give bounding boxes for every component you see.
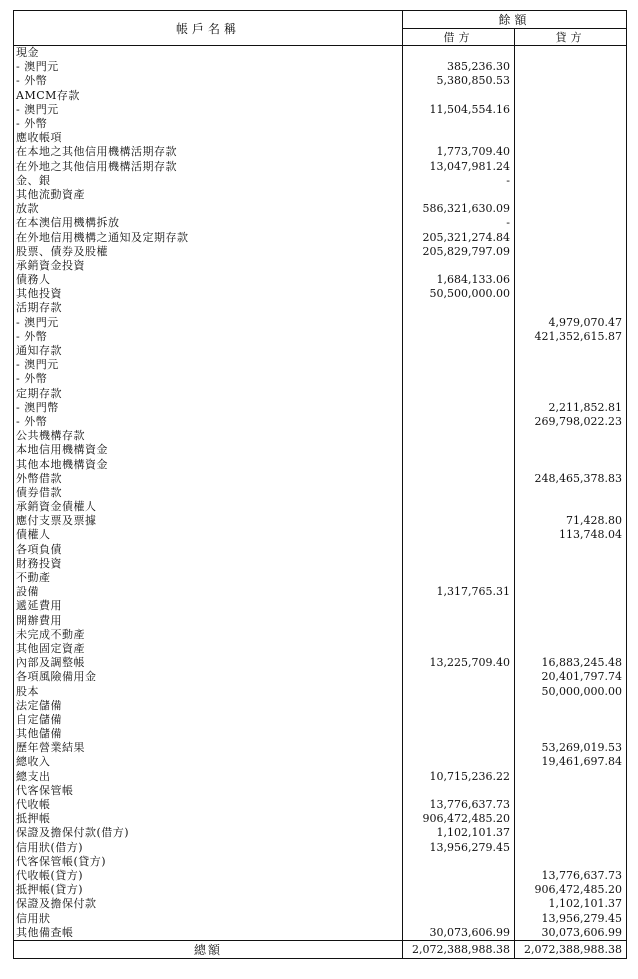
table-row: [14, 628, 627, 642]
debit-cell: [403, 543, 515, 557]
debit-cell: [403, 344, 515, 358]
account-name-cell: - 澳門元: [14, 103, 403, 117]
debit-cell: 30,073,606.99: [403, 926, 515, 941]
trial-balance-sheet: [13, 10, 626, 959]
debit-cell: 13,956,279.45: [403, 841, 515, 855]
credit-cell: [515, 344, 627, 358]
table-row: [14, 741, 627, 755]
account-name-cell: 保證及擔保付款: [14, 897, 403, 911]
table-row: [14, 557, 627, 571]
debit-cell: 906,472,485.20: [403, 812, 515, 826]
total-label: 總額: [14, 940, 403, 958]
table-row: [14, 727, 627, 741]
debit-cell: [403, 500, 515, 514]
table-row: [14, 387, 627, 401]
total-row: [14, 940, 627, 958]
account-name-cell: 其他備查帳: [14, 926, 403, 941]
account-name-cell: 承銷資金投資: [14, 259, 403, 273]
account-name-cell: 通知存款: [14, 344, 403, 358]
account-name-cell: 在本地之其他信用機構活期存款: [14, 145, 403, 159]
debit-cell: [403, 259, 515, 273]
account-name-cell: 定期存款: [14, 387, 403, 401]
table-row: [14, 245, 627, 259]
account-name-cell: - 澳門幣: [14, 401, 403, 415]
debit-cell: [403, 514, 515, 528]
debit-cell: [403, 528, 515, 542]
account-name-cell: 應付支票及票據: [14, 514, 403, 528]
table-row: [14, 642, 627, 656]
debit-cell: 11,504,554.16: [403, 103, 515, 117]
credit-cell: [515, 74, 627, 88]
account-name-cell: - 澳門元: [14, 358, 403, 372]
credit-cell: [515, 628, 627, 642]
credit-cell: [515, 770, 627, 784]
debit-cell: 586,321,630.09: [403, 202, 515, 216]
table-row: [14, 160, 627, 174]
table-row: [14, 145, 627, 159]
debit-cell: [403, 457, 515, 471]
debit-cell: [403, 557, 515, 571]
debit-cell: [403, 869, 515, 883]
debit-cell: [403, 628, 515, 642]
table-row: [14, 330, 627, 344]
account-name-cell: 法定儲備: [14, 699, 403, 713]
table-row: [14, 812, 627, 826]
credit-cell: [515, 216, 627, 230]
table-row: [14, 131, 627, 145]
account-name-cell: - 外幣: [14, 74, 403, 88]
credit-cell: [515, 699, 627, 713]
debit-cell: [403, 131, 515, 145]
balance-table: [13, 10, 627, 959]
account-name-cell: 代收帳(貸方): [14, 869, 403, 883]
debit-cell: [403, 911, 515, 925]
account-name-cell: - 外幣: [14, 415, 403, 429]
credit-cell: [515, 160, 627, 174]
debit-cell: [403, 486, 515, 500]
debit-cell: [403, 429, 515, 443]
credit-cell: [515, 188, 627, 202]
debit-cell: [403, 188, 515, 202]
table-row: [14, 358, 627, 372]
debit-cell: [403, 684, 515, 698]
debit-cell: [403, 443, 515, 457]
account-name-cell: 本地信用機構資金: [14, 443, 403, 457]
credit-cell: [515, 614, 627, 628]
credit-cell: [515, 131, 627, 145]
account-name-cell: 金、銀: [14, 174, 403, 188]
debit-cell: [403, 855, 515, 869]
credit-cell: [515, 585, 627, 599]
credit-cell: [515, 429, 627, 443]
table-row: [14, 443, 627, 457]
credit-cell: 53,269,019.53: [515, 741, 627, 755]
table-row: [14, 472, 627, 486]
total-debit: 2,072,388,988.38: [403, 940, 515, 958]
credit-cell: 16,883,245.48: [515, 656, 627, 670]
account-name-cell: 代客保管帳: [14, 784, 403, 798]
table-row: [14, 543, 627, 557]
table-row: [14, 883, 627, 897]
debit-cell: 385,236.30: [403, 60, 515, 74]
table-row: [14, 259, 627, 273]
table-row: [14, 46, 627, 61]
account-name-cell: 信用狀(借方): [14, 841, 403, 855]
credit-cell: 19,461,697.84: [515, 755, 627, 769]
account-name-cell: - 澳門元: [14, 60, 403, 74]
account-name-cell: 財務投資: [14, 557, 403, 571]
table-row: [14, 798, 627, 812]
account-name-cell: 信用狀: [14, 911, 403, 925]
debit-header: 借方: [403, 29, 515, 46]
table-row: [14, 571, 627, 585]
credit-cell: [515, 372, 627, 386]
credit-cell: [515, 145, 627, 159]
table-row: [14, 89, 627, 103]
credit-cell: [515, 103, 627, 117]
account-name-cell: 債券借款: [14, 486, 403, 500]
table-row: [14, 670, 627, 684]
table-row: [14, 429, 627, 443]
credit-cell: 50,000,000.00: [515, 684, 627, 698]
account-name-cell: 應收帳項: [14, 131, 403, 145]
debit-cell: [403, 614, 515, 628]
debit-cell: 205,321,274.84: [403, 230, 515, 244]
table-row: [14, 60, 627, 74]
table-row: [14, 174, 627, 188]
credit-cell: [515, 486, 627, 500]
debit-cell: [403, 358, 515, 372]
debit-cell: 13,047,981.24: [403, 160, 515, 174]
credit-cell: [515, 117, 627, 131]
credit-cell: [515, 230, 627, 244]
account-name-cell: - 外幣: [14, 330, 403, 344]
table-row: [14, 614, 627, 628]
credit-cell: [515, 798, 627, 812]
credit-cell: 20,401,797.74: [515, 670, 627, 684]
debit-cell: 1,317,765.31: [403, 585, 515, 599]
debit-cell: [403, 301, 515, 315]
credit-cell: [515, 557, 627, 571]
debit-cell: [403, 46, 515, 61]
credit-cell: [515, 259, 627, 273]
credit-cell: 13,956,279.45: [515, 911, 627, 925]
account-rows: [14, 46, 627, 941]
account-name-cell: 在外地之其他信用機構活期存款: [14, 160, 403, 174]
debit-cell: 5,380,850.53: [403, 74, 515, 88]
account-name-cell: 其他本地機構資金: [14, 457, 403, 471]
table-row: [14, 188, 627, 202]
debit-cell: [403, 642, 515, 656]
account-name-cell: 抵押帳: [14, 812, 403, 826]
table-row: [14, 287, 627, 301]
table-row: [14, 770, 627, 784]
debit-cell: [403, 670, 515, 684]
debit-cell: [403, 755, 515, 769]
table-row: [14, 74, 627, 88]
account-name-cell: 其他投資: [14, 287, 403, 301]
table-row: [14, 372, 627, 386]
credit-cell: 13,776,637.73: [515, 869, 627, 883]
debit-cell: [403, 741, 515, 755]
table-row: [14, 599, 627, 613]
table-row: [14, 202, 627, 216]
account-name-cell: 其他儲備: [14, 727, 403, 741]
credit-cell: [515, 358, 627, 372]
credit-cell: 906,472,485.20: [515, 883, 627, 897]
debit-cell: [403, 599, 515, 613]
table-row: [14, 301, 627, 315]
debit-cell: [403, 415, 515, 429]
debit-cell: [403, 387, 515, 401]
debit-cell: 13,225,709.40: [403, 656, 515, 670]
credit-cell: [515, 273, 627, 287]
account-name-cell: 不動產: [14, 571, 403, 585]
table-row: [14, 500, 627, 514]
credit-cell: [515, 443, 627, 457]
account-name-cell: 股票、債券及股權: [14, 245, 403, 259]
credit-cell: [515, 60, 627, 74]
account-name-cell: 各項風險備用金: [14, 670, 403, 684]
table-row: [14, 926, 627, 941]
table-row: [14, 117, 627, 131]
debit-cell: -: [403, 174, 515, 188]
account-name-cell: - 外幣: [14, 372, 403, 386]
account-name-cell: 保證及擔保付款(借方): [14, 826, 403, 840]
credit-cell: [515, 713, 627, 727]
account-name-cell: 債務人: [14, 273, 403, 287]
credit-cell: [515, 784, 627, 798]
credit-cell: [515, 301, 627, 315]
table-row: [14, 230, 627, 244]
credit-cell: [515, 174, 627, 188]
debit-cell: 205,829,797.09: [403, 245, 515, 259]
credit-cell: 421,352,615.87: [515, 330, 627, 344]
account-name-cell: 承銷資金債權人: [14, 500, 403, 514]
credit-cell: [515, 812, 627, 826]
account-name-cell: 代收帳: [14, 798, 403, 812]
credit-header: 貸方: [515, 29, 627, 46]
debit-cell: -: [403, 216, 515, 230]
total-credit: 2,072,388,988.38: [515, 940, 627, 958]
table-row: [14, 684, 627, 698]
table-row: [14, 826, 627, 840]
credit-cell: 71,428.80: [515, 514, 627, 528]
table-row: [14, 514, 627, 528]
debit-cell: [403, 713, 515, 727]
table-row: [14, 713, 627, 727]
account-name-cell: - 外幣: [14, 117, 403, 131]
account-name-cell: 自定儲備: [14, 713, 403, 727]
account-name-cell: 現金: [14, 46, 403, 61]
account-name-cell: AMCM存款: [14, 89, 403, 103]
debit-cell: 10,715,236.22: [403, 770, 515, 784]
debit-cell: 1,773,709.40: [403, 145, 515, 159]
debit-cell: 50,500,000.00: [403, 287, 515, 301]
account-name-cell: 放款: [14, 202, 403, 216]
credit-cell: [515, 841, 627, 855]
account-name-cell: 總收入: [14, 755, 403, 769]
credit-cell: [515, 287, 627, 301]
debit-cell: [403, 699, 515, 713]
table-row: [14, 855, 627, 869]
account-name-cell: 開辦費用: [14, 614, 403, 628]
account-name-cell: 在外地信用機構之通知及定期存款: [14, 230, 403, 244]
debit-cell: [403, 401, 515, 415]
table-row: [14, 103, 627, 117]
table-row: [14, 486, 627, 500]
account-name-cell: 其他固定資產: [14, 642, 403, 656]
credit-cell: 269,798,022.23: [515, 415, 627, 429]
account-name-cell: 抵押帳(貸方): [14, 883, 403, 897]
debit-cell: [403, 727, 515, 741]
debit-cell: [403, 117, 515, 131]
debit-cell: [403, 472, 515, 486]
credit-cell: [515, 543, 627, 557]
credit-cell: [515, 571, 627, 585]
account-name-header: 帳戶名稱: [14, 11, 403, 46]
account-name-cell: 外幣借款: [14, 472, 403, 486]
credit-cell: 2,211,852.81: [515, 401, 627, 415]
table-row: [14, 528, 627, 542]
table-row: [14, 415, 627, 429]
credit-cell: [515, 826, 627, 840]
account-name-cell: 代客保管帳(貸方): [14, 855, 403, 869]
table-row: [14, 216, 627, 230]
table-row: [14, 784, 627, 798]
table-row: [14, 585, 627, 599]
debit-cell: [403, 372, 515, 386]
account-name-cell: 各項負債: [14, 543, 403, 557]
credit-cell: [515, 727, 627, 741]
debit-cell: [403, 316, 515, 330]
credit-cell: 113,748.04: [515, 528, 627, 542]
table-row: [14, 897, 627, 911]
credit-cell: [515, 500, 627, 514]
debit-cell: [403, 784, 515, 798]
account-name-cell: 公共機構存款: [14, 429, 403, 443]
account-name-cell: 其他流動資產: [14, 188, 403, 202]
account-name-cell: 股本: [14, 684, 403, 698]
balance-header: 餘額: [403, 11, 627, 29]
table-row: [14, 869, 627, 883]
debit-cell: 1,102,101.37: [403, 826, 515, 840]
table-row: [14, 457, 627, 471]
credit-cell: [515, 245, 627, 259]
account-name-cell: 債權人: [14, 528, 403, 542]
table-row: [14, 344, 627, 358]
debit-cell: 13,776,637.73: [403, 798, 515, 812]
credit-cell: [515, 46, 627, 61]
debit-cell: [403, 571, 515, 585]
account-name-cell: 歷年營業結果: [14, 741, 403, 755]
account-name-cell: 在本澳信用機構拆放: [14, 216, 403, 230]
credit-cell: [515, 202, 627, 216]
account-name-cell: - 澳門元: [14, 316, 403, 330]
table-row: [14, 273, 627, 287]
credit-cell: 30,073,606.99: [515, 926, 627, 941]
credit-cell: [515, 387, 627, 401]
account-name-cell: 活期存款: [14, 301, 403, 315]
account-name-cell: 遞延費用: [14, 599, 403, 613]
table-row: [14, 755, 627, 769]
debit-cell: [403, 89, 515, 103]
credit-cell: [515, 457, 627, 471]
table-row: [14, 656, 627, 670]
debit-cell: 1,684,133.06: [403, 273, 515, 287]
credit-cell: 4,979,070.47: [515, 316, 627, 330]
table-row: [14, 841, 627, 855]
account-name-cell: 內部及調整帳: [14, 656, 403, 670]
table-row: [14, 911, 627, 925]
account-name-cell: 未完成不動產: [14, 628, 403, 642]
credit-cell: [515, 642, 627, 656]
credit-cell: [515, 599, 627, 613]
account-name-cell: 總支出: [14, 770, 403, 784]
credit-cell: [515, 855, 627, 869]
credit-cell: 248,465,378.83: [515, 472, 627, 486]
account-name-cell: 設備: [14, 585, 403, 599]
debit-cell: [403, 330, 515, 344]
credit-cell: [515, 89, 627, 103]
table-row: [14, 316, 627, 330]
credit-cell: 1,102,101.37: [515, 897, 627, 911]
debit-cell: [403, 897, 515, 911]
table-row: [14, 699, 627, 713]
table-row: [14, 401, 627, 415]
debit-cell: [403, 883, 515, 897]
